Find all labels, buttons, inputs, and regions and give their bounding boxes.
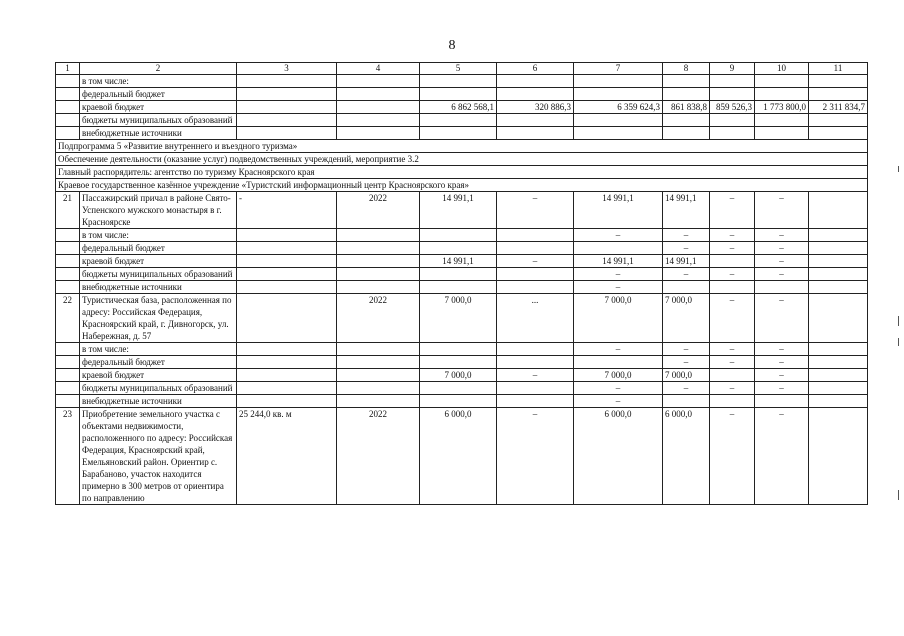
dash-cell: – — [663, 242, 710, 255]
item-number: 23 — [56, 408, 80, 505]
dash-cell: – — [574, 382, 663, 395]
value-cell: 7 000,0 — [663, 369, 710, 382]
row-label: бюджеты муниципальных образований — [80, 382, 237, 395]
row-label: бюджеты муниципальных образований — [80, 114, 237, 127]
table-row — [56, 192, 868, 229]
dash-cell: – — [574, 229, 663, 242]
item-number: 21 — [56, 192, 80, 229]
row-label: краевой бюджет — [80, 101, 237, 114]
row-label: в том числе: — [80, 343, 237, 356]
value-cell: 6 000,0 — [420, 408, 497, 505]
year-cell: 2022 — [337, 294, 420, 343]
dash-cell: – — [663, 343, 710, 356]
value-cell: ... — [497, 294, 574, 343]
dash-cell: – — [710, 294, 755, 343]
dash-cell: – — [710, 192, 755, 229]
row-label: федеральный бюджет — [80, 88, 237, 101]
value-cell: 14 991,1 — [420, 192, 497, 229]
table-row — [56, 242, 868, 255]
row-label: в том числе: — [80, 229, 237, 242]
dash-cell: – — [755, 369, 809, 382]
col-header: 11 — [809, 63, 868, 75]
dash-cell: – — [755, 242, 809, 255]
dash-cell: – — [710, 229, 755, 242]
value-cell: 14 991,1 — [574, 255, 663, 268]
dash-cell: – — [497, 369, 574, 382]
dash-cell: – — [663, 356, 710, 369]
dash-cell: – — [710, 408, 755, 505]
dash-cell: – — [710, 242, 755, 255]
col-header: 6 — [497, 63, 574, 75]
col-header: 9 — [710, 63, 755, 75]
dash-cell: – — [710, 268, 755, 281]
dash-cell: – — [755, 294, 809, 343]
item-name: Пассажирский причал в районе Свято-Успенского мужского монастыря в г. Красноярске — [80, 192, 237, 229]
table-row — [56, 127, 868, 140]
scan-mark — [898, 316, 899, 326]
col-header: 8 — [663, 63, 710, 75]
table-row — [56, 294, 868, 343]
section-row — [56, 166, 868, 179]
dash-cell: – — [574, 395, 663, 408]
col-header: 7 — [574, 63, 663, 75]
row-label: краевой бюджет — [80, 369, 237, 382]
value-cell: - — [237, 192, 337, 229]
section-heading: Главный распорядитель: агентство по туризму Красноярского края — [56, 166, 868, 179]
row-label: внебюджетные источники — [80, 281, 237, 294]
year-cell: 2022 — [337, 408, 420, 505]
dash-cell: – — [755, 229, 809, 242]
item-name: Туристическая база, расположенная по адресу: Российская Федерация, Красноярский край, г. Дивногорск, ул. Набережная, д. 57 — [80, 294, 237, 343]
value-cell: 6 359 624,3 — [574, 101, 663, 114]
dash-cell: – — [497, 255, 574, 268]
value-cell: 25 244,0 кв. м — [237, 408, 337, 505]
dash-cell: – — [497, 408, 574, 505]
dash-cell: – — [755, 268, 809, 281]
dash-cell: – — [574, 343, 663, 356]
value-cell: 6 862 568,1 — [420, 101, 497, 114]
year-cell: 2022 — [337, 192, 420, 229]
dash-cell: – — [755, 356, 809, 369]
row-label: бюджеты муниципальных образований — [80, 268, 237, 281]
table-row — [56, 255, 868, 268]
table-row — [56, 114, 868, 127]
row-label: в том числе: — [80, 75, 237, 88]
table-row — [56, 369, 868, 382]
dash-cell: – — [755, 192, 809, 229]
value-cell: 14 991,1 — [663, 255, 710, 268]
value-cell: 2 311 834,7 — [809, 101, 868, 114]
value-cell: 7 000,0 — [420, 369, 497, 382]
value-cell: 7 000,0 — [420, 294, 497, 343]
value-cell: 6 000,0 — [663, 408, 710, 505]
dash-cell: – — [710, 382, 755, 395]
table-row — [56, 382, 868, 395]
col-header: 5 — [420, 63, 497, 75]
item-number: 22 — [56, 294, 80, 343]
table-row — [56, 268, 868, 281]
table-row — [56, 408, 868, 505]
value-cell: 7 000,0 — [574, 294, 663, 343]
scan-mark — [898, 166, 899, 172]
dash-cell: – — [755, 408, 809, 505]
value-cell: 14 991,1 — [420, 255, 497, 268]
table-row — [56, 356, 868, 369]
section-heading: Обеспечение деятельности (оказание услуг) подведомственных учреждений, мероприятие 3.2 — [56, 153, 868, 166]
item-name: Приобретение земельного участка с объектами недвижимости, расположенного по адресу: Российская Федерация, Красноярский край, Емельяновский район. Ориентир с. Барабаново, участок находится примерно в 300 метров от ориентира по направлению — [80, 408, 237, 505]
col-header: 1 — [56, 63, 80, 75]
section-heading: Краевое государственное казённое учреждение «Туристский информационный центр Красноярского края» — [56, 179, 868, 192]
row-label: внебюджетные источники — [80, 395, 237, 408]
table-row — [56, 281, 868, 294]
value-cell: 859 526,3 — [710, 101, 755, 114]
dash-cell: – — [710, 343, 755, 356]
dash-cell: – — [710, 356, 755, 369]
value-cell: 7 000,0 — [574, 369, 663, 382]
scan-mark — [898, 338, 899, 346]
value-cell: 14 991,1 — [663, 192, 710, 229]
table-row — [56, 343, 868, 356]
table-row — [56, 229, 868, 242]
table-row — [56, 101, 868, 114]
dash-cell: – — [755, 343, 809, 356]
dash-cell: – — [574, 268, 663, 281]
dash-cell: – — [663, 268, 710, 281]
row-label: внебюджетные источники — [80, 127, 237, 140]
table-row — [56, 395, 868, 408]
section-row — [56, 153, 868, 166]
budget-table — [55, 62, 868, 505]
col-header: 4 — [337, 63, 420, 75]
section-heading: Подпрограмма 5 «Развитие внутреннего и въездного туризма» — [56, 140, 868, 153]
value-cell: 6 000,0 — [574, 408, 663, 505]
row-label: краевой бюджет — [80, 255, 237, 268]
value-cell: 861 838,8 — [663, 101, 710, 114]
section-row — [56, 179, 868, 192]
column-number-row — [56, 63, 868, 75]
scan-mark — [898, 490, 899, 500]
value-cell: 1 773 800,0 — [755, 101, 809, 114]
col-header: 3 — [237, 63, 337, 75]
dash-cell: – — [574, 281, 663, 294]
row-label: федеральный бюджет — [80, 242, 237, 255]
page-number: 8 — [448, 38, 456, 53]
table-row — [56, 75, 868, 88]
value-cell: 7 000,0 — [663, 294, 710, 343]
col-header: 10 — [755, 63, 809, 75]
dash-cell: – — [663, 229, 710, 242]
dash-cell: – — [755, 382, 809, 395]
dash-cell: – — [755, 255, 809, 268]
col-header: 2 — [80, 63, 237, 75]
value-cell: 14 991,1 — [574, 192, 663, 229]
dash-cell: – — [663, 382, 710, 395]
row-label: федеральный бюджет — [80, 356, 237, 369]
dash-cell: – — [497, 192, 574, 229]
section-row — [56, 140, 868, 153]
value-cell: 320 886,3 — [497, 101, 574, 114]
table-row — [56, 88, 868, 101]
